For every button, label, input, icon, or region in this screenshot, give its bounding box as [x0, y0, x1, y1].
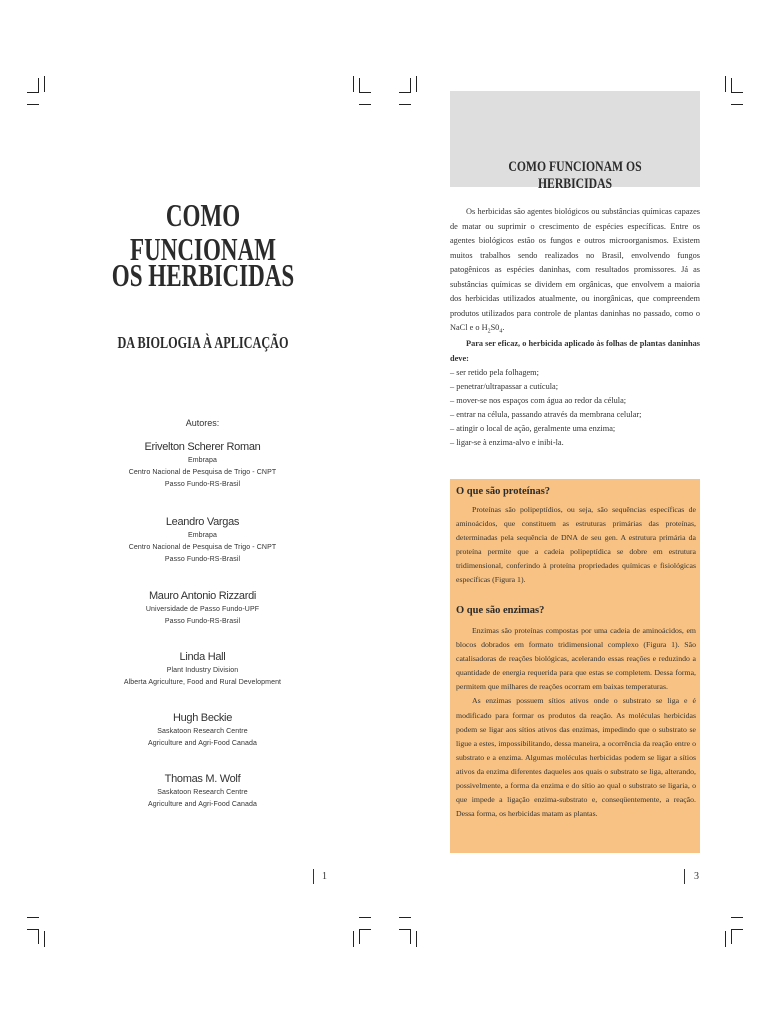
- book-title-line-2: OS HERBICIDAS: [111, 257, 295, 293]
- crop-mark: [44, 931, 45, 947]
- crop-mark: [416, 76, 417, 92]
- list-item: – atingir o local de ação, geralmente uma enzima;: [450, 422, 700, 436]
- crop-mark: [38, 78, 39, 93]
- chapter-heading-box: [450, 91, 700, 192]
- author-affiliation: Alberta Agriculture, Food and Rural Development: [123, 679, 282, 686]
- formula-subscript: 2: [487, 328, 491, 335]
- crop-mark: [359, 78, 360, 93]
- crop-mark: [410, 929, 411, 944]
- crop-mark: [725, 931, 726, 947]
- intro-text: Os herbicidas são agentes biológicos ou substâncias químicas capazes de matar ou suprimir o crescimento de espécies específicas. Entre os agentes biológicos estão os fungos e outros microorganismos. Existem muitos trabalhos sendo realizados no Brasil, envolvendo fungos patogênicos as espécies daninhas, com resultados promissores. Já as substâncias químicas se dividem em orgânicas, que envolvem a maioria dos herbicidas utilizados atualmente, ou inorgânicas, que compreendem produtos utilizados para controle de plantas daninhas no passado, como o NaCl e o H: [450, 207, 700, 332]
- author-block: [90, 515, 315, 566]
- crop-mark: [399, 104, 411, 105]
- proteins-text: [456, 503, 696, 588]
- author-name: Mauro Antonio Rizzardi: [148, 590, 257, 602]
- crop-mark: [731, 917, 743, 918]
- author-name: Leandro Vargas: [165, 516, 240, 528]
- author-affiliation: Embrapa: [187, 457, 218, 464]
- page-number: 3: [694, 871, 699, 882]
- book-title-line-1: COMO FUNCIONAM: [130, 197, 276, 267]
- crop-mark: [353, 931, 354, 947]
- crop-mark: [416, 931, 417, 947]
- crop-mark: [731, 92, 743, 93]
- page-number-rule: [684, 869, 685, 884]
- author-affiliation: Passo Fundo-RS-Brasil: [164, 556, 241, 563]
- author-affiliation: Agriculture and Agri-Food Canada: [147, 740, 258, 747]
- chapter-heading: COMO FUNCIONAM OS HERBICIDAS: [508, 159, 642, 192]
- author-affiliation: Saskatoon Research Centre: [157, 789, 248, 796]
- author-affiliation: Universidade de Passo Fundo-UPF: [145, 606, 260, 613]
- author-name: Hugh Beckie: [172, 712, 233, 724]
- crop-mark: [399, 917, 411, 918]
- crop-mark: [725, 76, 726, 92]
- crop-mark: [731, 929, 743, 930]
- list-item: – mover-se nos espaços com água ao redor da célula;: [450, 394, 700, 408]
- authors-heading: Autores:: [185, 418, 220, 428]
- crop-mark: [353, 76, 354, 92]
- author-affiliation: Plant Industry Division: [166, 667, 239, 674]
- enzymes-paragraph-2: As enzimas possuem sítios ativos onde o substrato se liga e é modificado para formar os produtos da reação. As moléculas herbicidas podem se ligar aos sítios ativos das enzimas, impedindo que o substrato se ligue a estes, impossibilitando, dessa maneira, a ocorrência da reação entre o substrato e a enzima. Algumas moléculas herbicidas podem se ligar a sítios ativos da enzima diferentes daqueles aos quais o substrato se liga, alterando, possivelmente, a forma da enzima e do sítio ao qual o substrato se ligaria, o que impede a ligação enzima-substrato e, conseqüentemente, a reação. Dessa forma, os herbicidas matam as plantas.: [456, 696, 696, 819]
- formula-end: .: [502, 323, 505, 332]
- list-item: – ligar-se à enzima-alvo e inibi-la.: [450, 436, 700, 450]
- crop-mark: [38, 929, 39, 944]
- crop-mark: [731, 104, 743, 105]
- intro-paragraph: [450, 205, 700, 339]
- proteins-heading: O que são proteínas?: [456, 486, 551, 497]
- author-affiliation: Embrapa: [187, 532, 218, 539]
- right-page: [384, 0, 768, 1024]
- formula-subscript: 4: [499, 328, 503, 335]
- enzymes-paragraph-1: Enzimas são proteínas compostas por uma cadeia de aminoácidos, em blocos dobrados em formato tridimensional complexo (Figura 1). São catalisadoras de reações biológicas, acelerando essas reações e reduzindo a quantidade de energia requerida para que estas se completem. Dessa forma, permitem que milhares de reações ocorram em baixas temperaturas.: [456, 626, 696, 692]
- crop-mark: [359, 104, 371, 105]
- crop-mark: [359, 929, 371, 930]
- author-name: Linda Hall: [179, 651, 226, 663]
- crop-mark: [44, 76, 45, 92]
- formula-text: S0: [490, 323, 500, 332]
- page-number: 1: [322, 871, 327, 882]
- author-affiliation: Centro Nacional de Pesquisa de Trigo - CNPT: [128, 544, 277, 551]
- proteins-paragraph: Proteínas são polipeptídios, ou seja, são sequências específicas de aminoácidos, que constituem as estruturas primárias das proteínas, determinadas pela sequência de DNA de seu gen. A estrutura primária da proteína permite que a cadeia polipeptídica se dobre em estrutura tridimensional, conferindo à proteína propriedades químicas e fisiológicas específicas (Figura 1).: [456, 505, 696, 585]
- author-block: [90, 711, 315, 750]
- list-item: – penetrar/ultrapassar a cutícula;: [450, 380, 700, 394]
- list-item: – entrar na célula, passando através da membrana celular;: [450, 408, 700, 422]
- crop-mark: [359, 929, 360, 944]
- crop-mark: [27, 917, 39, 918]
- crop-mark: [27, 104, 39, 105]
- author-affiliation: Passo Fundo-RS-Brasil: [164, 618, 241, 625]
- requirements-list: [450, 366, 700, 450]
- author-affiliation: Saskatoon Research Centre: [157, 728, 248, 735]
- author-block: [90, 650, 315, 689]
- enzymes-text: [456, 624, 696, 821]
- author-name: Erivelton Scherer Roman: [144, 441, 261, 453]
- author-affiliation: Passo Fundo-RS-Brasil: [164, 481, 241, 488]
- author-name: Thomas M. Wolf: [164, 773, 241, 785]
- crop-mark: [410, 78, 411, 93]
- author-block: [90, 589, 315, 628]
- author-block: [90, 772, 315, 811]
- author-block: [90, 440, 315, 491]
- enzymes-heading: O que são enzimas?: [456, 605, 545, 616]
- author-affiliation: Agriculture and Agri-Food Canada: [147, 801, 258, 808]
- crop-mark: [731, 929, 732, 944]
- crop-mark: [731, 78, 732, 93]
- crop-mark: [359, 917, 371, 918]
- lead-sentence: Para ser eficaz, o herbicida aplicado às folhas de plantas daninhas deve:: [450, 339, 700, 363]
- page-number-rule: [313, 869, 314, 884]
- book-subtitle: DA BIOLOGIA À APLICAÇÃO: [117, 333, 289, 352]
- info-box: [450, 479, 700, 853]
- requirements-section: [450, 337, 700, 450]
- list-item: – ser retido pela folhagem;: [450, 366, 700, 380]
- author-affiliation: Centro Nacional de Pesquisa de Trigo - CNPT: [128, 469, 277, 476]
- crop-mark: [359, 92, 371, 93]
